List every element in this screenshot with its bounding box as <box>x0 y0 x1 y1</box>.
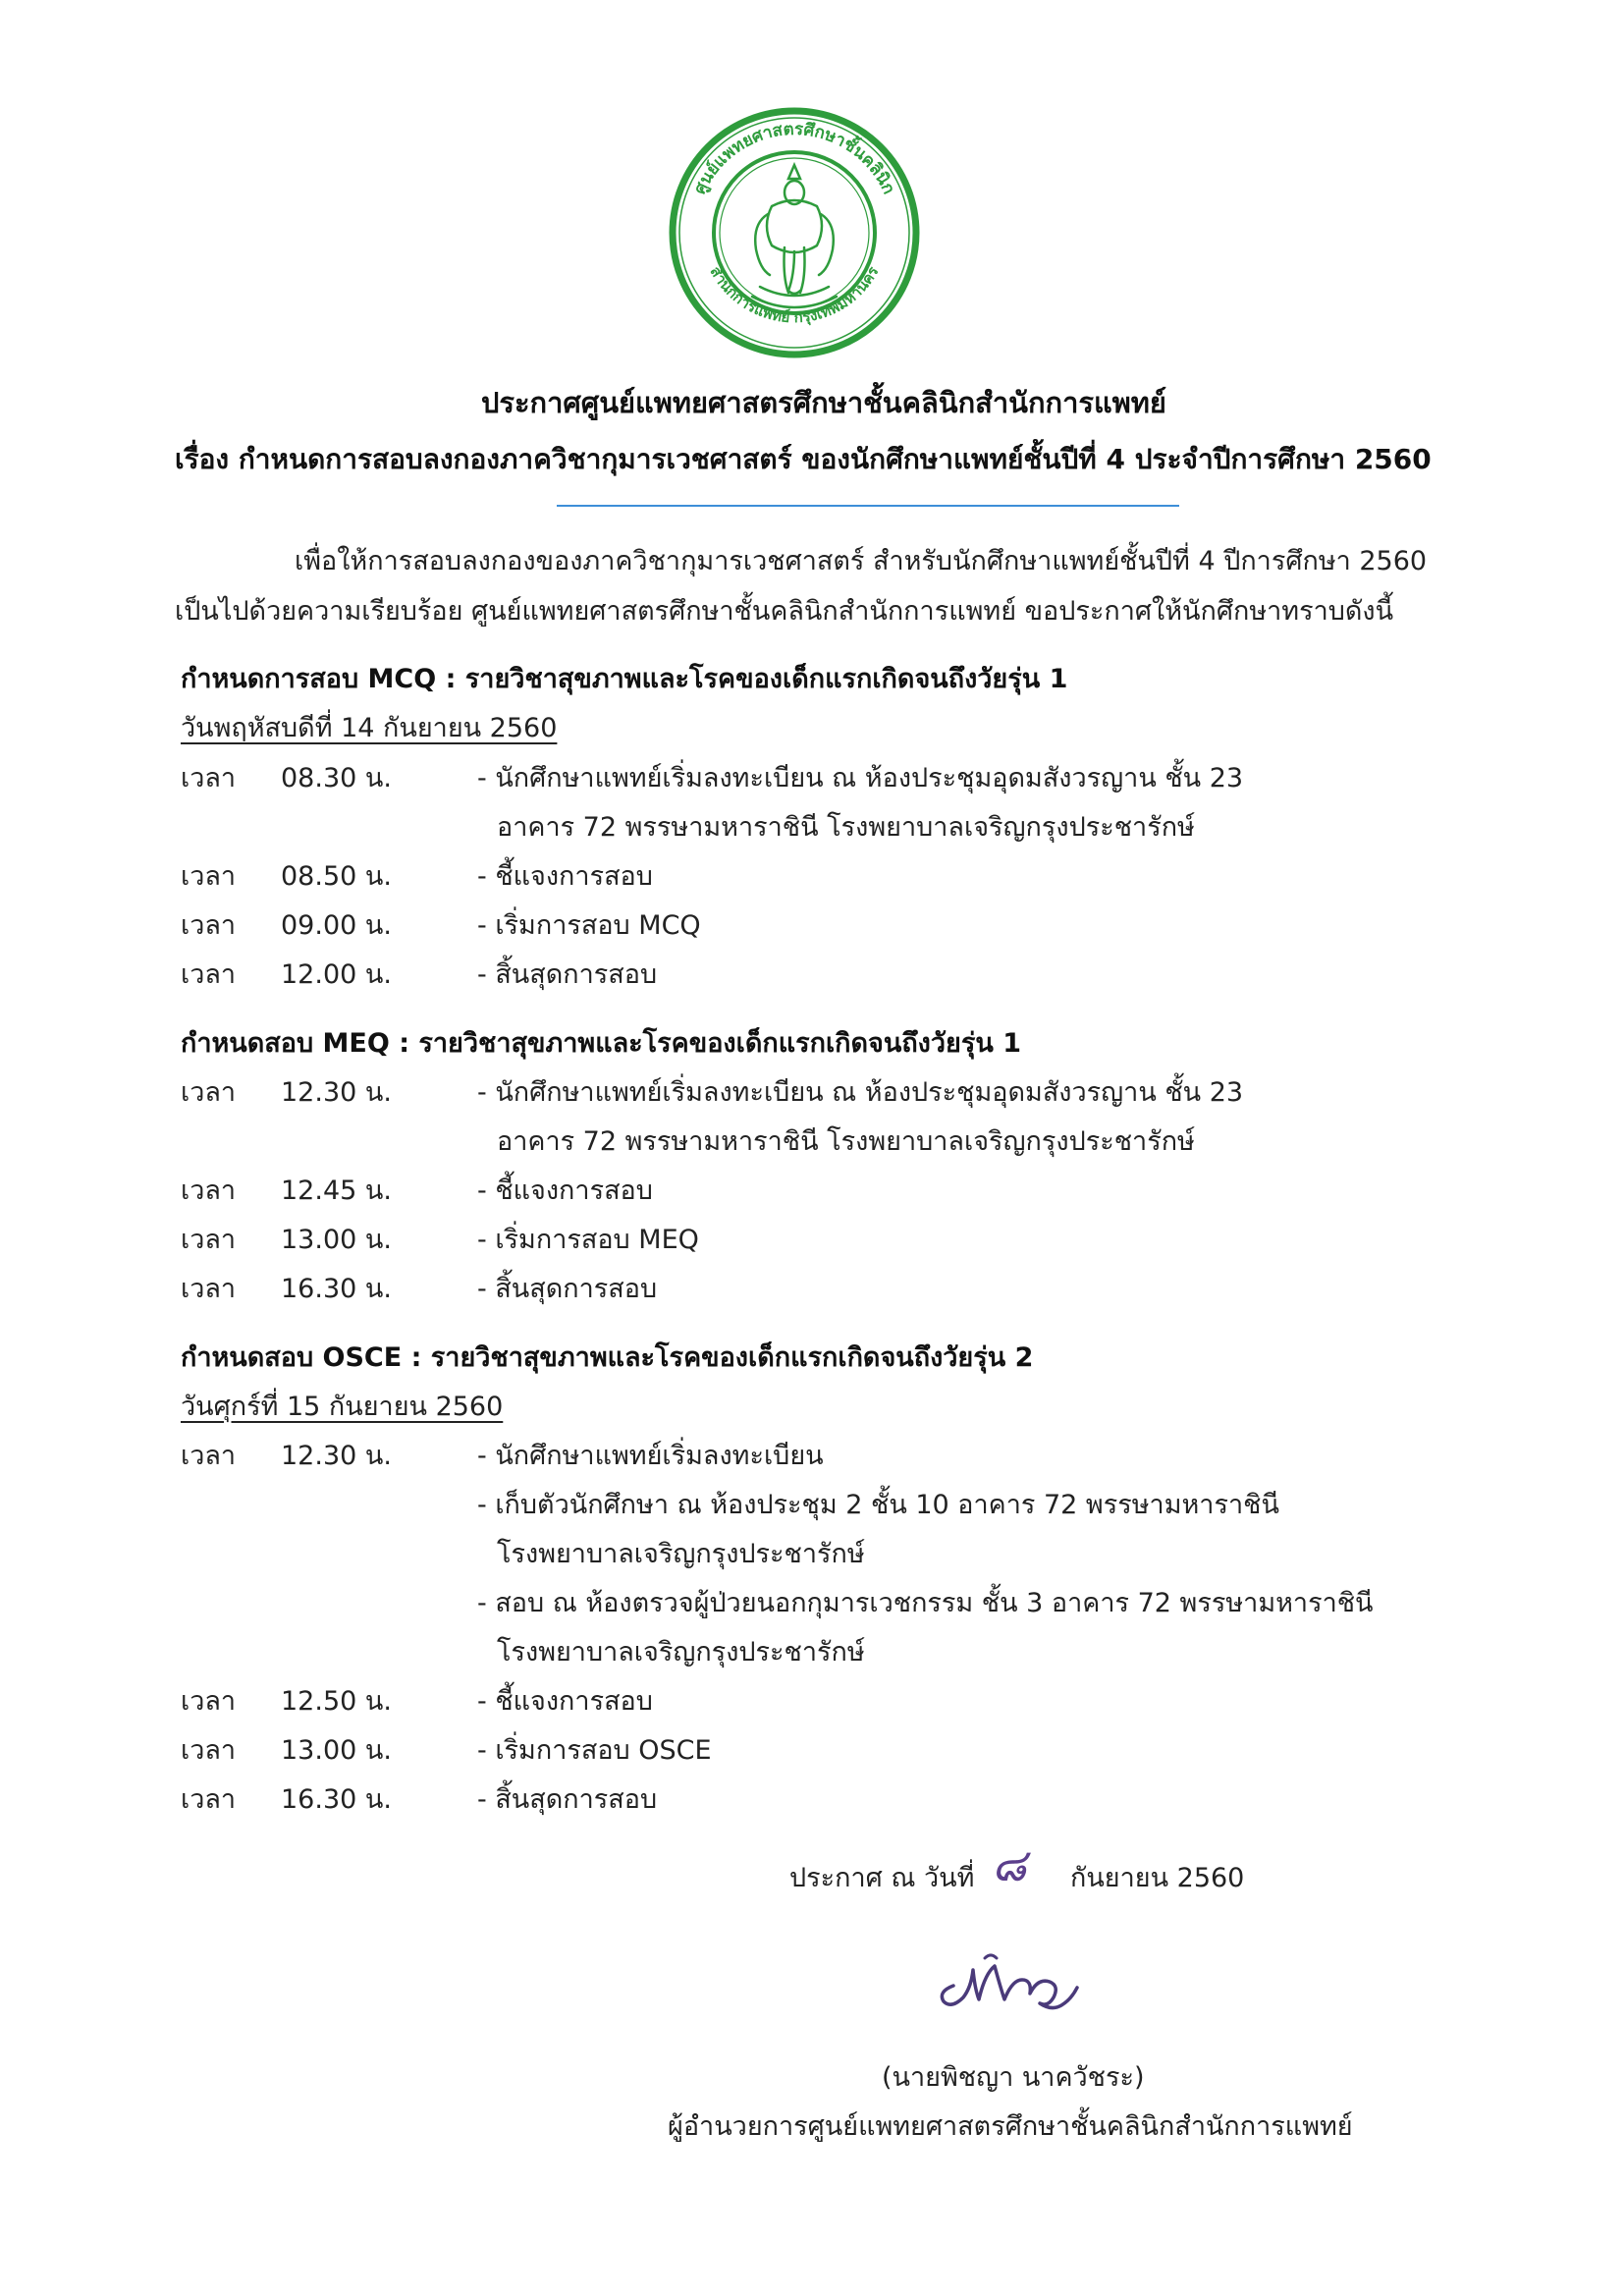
meq-time-2: 12.45 น. <box>281 1175 392 1206</box>
time-label: เวลา <box>181 1784 237 1815</box>
osce-desc-2-cont: โรงพยาบาลเจริญกรุงประชารักษ์ <box>497 1539 865 1569</box>
announcement-title: ประกาศศูนย์แพทยศาสตรศึกษาชั้นคลินิกสำนักการแพทย์ <box>481 386 1166 419</box>
meq-time-4: 16.30 น. <box>281 1274 392 1304</box>
time-label: เวลา <box>181 763 237 793</box>
osce-desc-3-cont: โรงพยาบาลเจริญกรุงประชารักษ์ <box>497 1637 865 1667</box>
seal-bottom-text: สำนักการแพทย์ กรุงเทพมหานคร <box>706 263 883 327</box>
mcq-time-2: 08.50 น. <box>281 861 392 892</box>
time-label: เวลา <box>181 1274 237 1304</box>
mcq-desc-4: - สิ้นสุดการสอบ <box>477 959 658 990</box>
seal-top-text: ศูนย์แพทยศาสตรศึกษาชั้นคลินิก <box>689 119 899 197</box>
osce-heading: กำหนดสอบ OSCE : รายวิชาสุขภาพและโรคของเด็กแรกเกิดจนถึงวัยรุ่น 2 <box>181 1342 1034 1373</box>
time-label: เวลา <box>181 1175 237 1206</box>
mcq-time-4: 12.00 น. <box>281 959 392 990</box>
title-divider <box>557 505 1179 507</box>
osce-time-1: 12.30 น. <box>281 1441 392 1471</box>
osce-desc-1: - นักศึกษาแพทย์เริ่มลงทะเบียน <box>477 1441 824 1471</box>
meq-desc-1-cont: อาคาร 72 พรรษามหาราชินี โรงพยาบาลเจริญกรุงประชารักษ์ <box>497 1126 1195 1157</box>
osce-date: วันศุกร์ที่ 15 กันยายน 2560 <box>181 1392 504 1422</box>
osce-time-2: 12.50 น. <box>281 1686 392 1717</box>
time-label: เวลา <box>181 861 237 892</box>
time-label: เวลา <box>181 910 237 941</box>
mcq-date: วันพฤหัสบดีที่ 14 กันยายน 2560 <box>181 713 558 743</box>
time-label: เวลา <box>181 1441 237 1471</box>
meq-desc-3: - เริ่มการสอบ MEQ <box>477 1225 699 1255</box>
mcq-desc-2: - ชี้แจงการสอบ <box>477 861 653 892</box>
signatory-position: ผู้อำนวยการศูนย์แพทยศาสตรศึกษาชั้นคลินิกสำนักการแพทย์ <box>668 2111 1353 2142</box>
osce-time-4: 16.30 น. <box>281 1784 392 1815</box>
announce-date-prefix: ประกาศ ณ วันที่ <box>789 1863 975 1893</box>
osce-desc-4: - ชี้แจงการสอบ <box>477 1686 653 1717</box>
time-label: เวลา <box>181 959 237 990</box>
meq-desc-4: - สิ้นสุดการสอบ <box>477 1274 658 1304</box>
signature-mark <box>928 1946 1100 2015</box>
time-label: เวลา <box>181 1735 237 1766</box>
mcq-desc-1-cont: อาคาร 72 พรรษามหาราชินี โรงพยาบาลเจริญกรุงประชารักษ์ <box>497 812 1195 843</box>
signatory-name: (นายพิชญา นาควัชระ) <box>882 2062 1145 2093</box>
intro-line-2: เป็นไปด้วยความเรียบร้อย ศูนย์แพทยศาสตรศึกษาชั้นคลินิกสำนักการแพทย์ ขอประกาศให้นักศึกษาทราบดังนี้ <box>175 596 1394 627</box>
meq-time-1: 12.30 น. <box>281 1077 392 1108</box>
mcq-time-1: 08.30 น. <box>281 763 392 793</box>
meq-heading: กำหนดสอบ MEQ : รายวิชาสุขภาพและโรคของเด็กแรกเกิดจนถึงวัยรุ่น 1 <box>181 1028 1021 1059</box>
announcement-subject: เรื่อง กำหนดการสอบลงกองภาควิชากุมารเวชศาสตร์ ของนักศึกษาแพทย์ชั้นปีที่ 4 ประจำปีการศึกษา 2560 <box>175 443 1432 475</box>
intro-line-1: เพื่อให้การสอบลงกองของภาควิชากุมารเวชศาสตร์ สำหรับนักศึกษาแพทย์ชั้นปีที่ 4 ปีการศึกษา 2560 <box>295 546 1428 576</box>
mcq-heading: กำหนดการสอบ MCQ : รายวิชาสุขภาพและโรคของเด็กแรกเกิดจนถึงวัยรุ่น 1 <box>181 664 1068 694</box>
osce-time-3: 13.00 น. <box>281 1735 392 1766</box>
announce-date-suffix: กันยายน 2560 <box>1070 1863 1245 1893</box>
mcq-time-3: 09.00 น. <box>281 910 392 941</box>
mcq-desc-3: - เริ่มการสอบ MCQ <box>477 910 701 941</box>
meq-desc-1: - นักศึกษาแพทย์เริ่มลงทะเบียน ณ ห้องประชุมอุดมสังวรญาน ชั้น 23 <box>477 1077 1244 1108</box>
mcq-desc-1: - นักศึกษาแพทย์เริ่มลงทะเบียน ณ ห้องประชุมอุดมสังวรญาน ชั้น 23 <box>477 763 1244 793</box>
osce-desc-2: - เก็บตัวนักศึกษา ณ ห้องประชุม 2 ชั้น 10 อาคาร 72 พรรษามหาราชินี <box>477 1490 1279 1520</box>
osce-desc-6: - สิ้นสุดการสอบ <box>477 1784 658 1815</box>
osce-desc-3: - สอบ ณ ห้องตรวจผู้ป่วยนอกกุมารเวชกรรม ชั้น 3 อาคาร 72 พรรษามหาราชินี <box>477 1588 1374 1618</box>
meq-desc-2: - ชี้แจงการสอบ <box>477 1175 653 1206</box>
osce-desc-5: - เริ่มการสอบ OSCE <box>477 1735 712 1766</box>
time-label: เวลา <box>181 1225 237 1255</box>
time-label: เวลา <box>181 1077 237 1108</box>
announce-date-day-handwritten: ๘ <box>992 1838 1027 1891</box>
time-label: เวลา <box>181 1686 237 1717</box>
meq-time-3: 13.00 น. <box>281 1225 392 1255</box>
institution-seal-logo <box>666 104 923 361</box>
